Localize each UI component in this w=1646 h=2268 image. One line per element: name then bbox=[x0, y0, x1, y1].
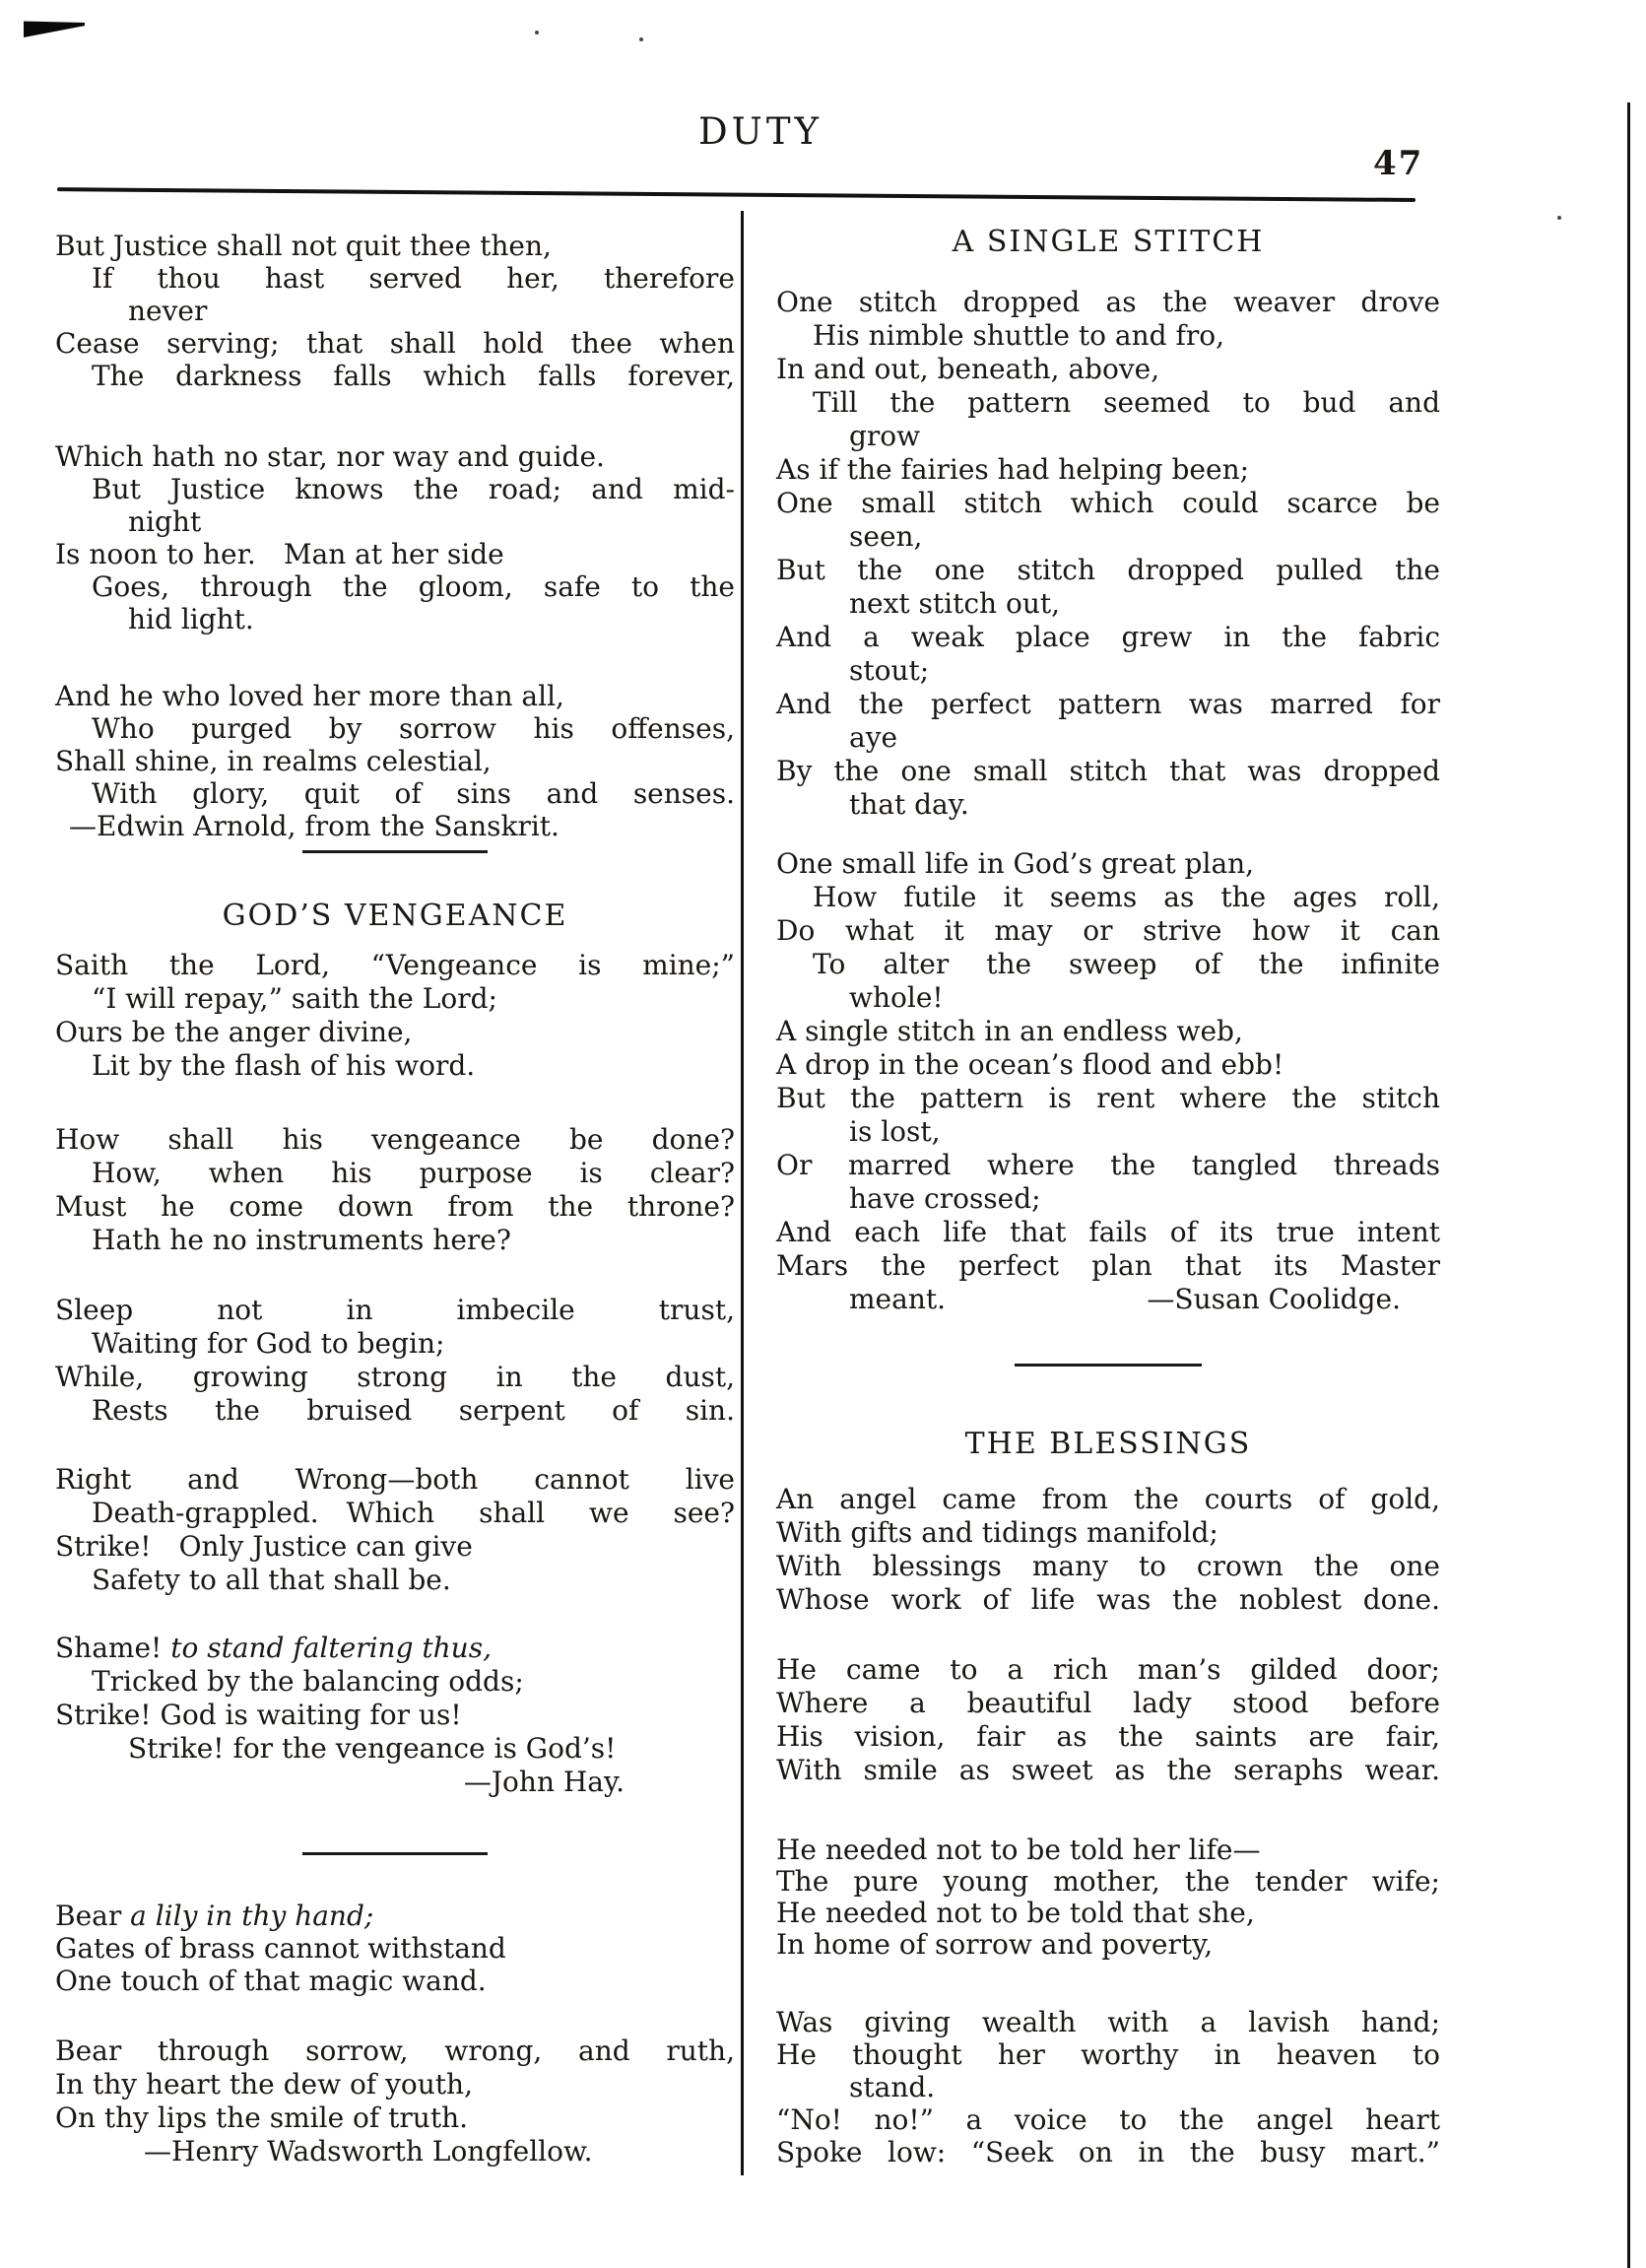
poem-line: Which hath no star, nor way and guide. bbox=[55, 440, 605, 473]
poem-line: In home of sorrow and poverty, bbox=[776, 1928, 1214, 1961]
poem-line: never bbox=[128, 295, 208, 327]
poem-line: have crossed; bbox=[849, 1182, 1041, 1215]
poem-line: seen, bbox=[849, 520, 923, 553]
poem-line: How, when his purpose is clear? bbox=[92, 1157, 735, 1189]
poem-line: Saith the Lord, “Vengeance is mine;” bbox=[55, 949, 735, 981]
stanza bbox=[55, 1123, 735, 1257]
stanza bbox=[55, 1900, 735, 1997]
poem-title: A SINGLE STITCH bbox=[952, 225, 1265, 259]
poem-line: The pure young mother, the tender wife; bbox=[776, 1865, 1440, 1898]
poem-line: How futile it seems as the ages roll, bbox=[813, 881, 1440, 913]
poem-line: Is noon to her. Man at her side bbox=[55, 538, 504, 570]
stanza bbox=[55, 1632, 735, 1799]
poem-line bbox=[776, 1283, 1401, 1316]
poem-line: Goes, through the gloom, safe to the bbox=[92, 570, 735, 603]
poem-line: With gifts and tidings manifold; bbox=[776, 1516, 1218, 1549]
poem-title: GOD’S VENGEANCE bbox=[222, 899, 568, 933]
poem-line: Who purged by sorrow his offenses, bbox=[92, 712, 735, 745]
left-column bbox=[55, 0, 735, 2268]
poem-line: Death-grappled. Which shall we see? bbox=[92, 1497, 735, 1529]
separator-rule bbox=[302, 850, 488, 853]
poem-line: And each life that fails of its true intent bbox=[776, 1216, 1440, 1248]
poem-line: But Justice shall not quit thee then, bbox=[55, 230, 552, 262]
poem-line: He thought her worthy in heaven to bbox=[776, 2038, 1440, 2071]
poem-line: One small life in God’s great plan, bbox=[776, 847, 1255, 880]
poem-line: Strike! Only Justice can give bbox=[55, 1530, 473, 1563]
scan-speck bbox=[1557, 216, 1561, 220]
poem-line: Mars the perfect plan that its Master bbox=[776, 1249, 1440, 1282]
poem-line: hid light. bbox=[128, 603, 254, 635]
poem-line: His vision, fair as the saints are fair, bbox=[776, 1720, 1440, 1753]
poem-line: stand. bbox=[849, 2071, 936, 2103]
poem-line: How shall his vengeance be done? bbox=[55, 1123, 735, 1156]
attribution-line: —Edwin Arnold, from the Sanskrit. bbox=[69, 810, 560, 842]
column-divider-rule bbox=[741, 211, 744, 2175]
poem-line bbox=[55, 1632, 735, 1665]
poem-line: But the one stitch dropped pulled the bbox=[776, 554, 1440, 586]
poem-title: THE BLESSINGS bbox=[964, 1427, 1252, 1461]
poem-line: Strike! for the vengeance is God’s! bbox=[128, 1732, 617, 1765]
separator-rule bbox=[302, 1852, 488, 1855]
poem-line: One stitch dropped as the weaver drove bbox=[776, 286, 1440, 318]
poem-line: Hath he no instruments here? bbox=[92, 1224, 511, 1256]
separator-rule bbox=[1015, 1364, 1202, 1367]
poem-line: “I will repay,” saith the Lord; bbox=[92, 982, 497, 1015]
poem-line: By the one small stitch that was dropped bbox=[776, 755, 1440, 787]
stanza bbox=[55, 2035, 735, 2168]
poem-line: Bear through sorrow, wrong, and ruth, bbox=[55, 2035, 735, 2067]
right-column bbox=[776, 0, 1440, 2268]
stanza bbox=[55, 1463, 735, 1597]
poem-line: that day. bbox=[849, 788, 969, 821]
poem-line: In thy heart the dew of youth, bbox=[55, 2068, 473, 2101]
poem-line: He needed not to be told that she, bbox=[776, 1897, 1255, 1929]
poem-line: In and out, beneath, above, bbox=[776, 353, 1160, 385]
poem-line: is lost, bbox=[849, 1115, 941, 1148]
stanza bbox=[776, 2006, 1440, 2168]
poem-line: Do what it may or strive how it can bbox=[776, 914, 1440, 947]
poem-line: Shall shine, in realms celestial, bbox=[55, 745, 492, 777]
poem-line: If thou hast served her, therefore bbox=[92, 262, 735, 295]
poem-line: Right and Wrong—both cannot live bbox=[55, 1463, 735, 1496]
poem-line: But the pattern is rent where the stitch bbox=[776, 1082, 1440, 1114]
poem-line: Strike! God is waiting for us! bbox=[55, 1699, 462, 1731]
poem-line: grow bbox=[849, 420, 921, 452]
poem-line: night bbox=[128, 505, 202, 538]
poem-line: Was giving wealth with a lavish hand; bbox=[776, 2006, 1440, 2038]
poem-line: Whose work of life was the noblest done. bbox=[776, 1583, 1440, 1616]
poem-line: Sleep not in imbecile trust, bbox=[55, 1294, 735, 1326]
attribution-line: —John Hay. bbox=[463, 1766, 625, 1798]
poem-line: His nimble shuttle to and fro, bbox=[813, 319, 1224, 352]
poem-line: While, growing strong in the dust, bbox=[55, 1361, 735, 1393]
poem-line: Safety to all that shall be. bbox=[92, 1564, 451, 1596]
poem-line: With glory, quit of sins and senses. bbox=[92, 777, 735, 810]
poem-line: He came to a rich man’s gilded door; bbox=[776, 1653, 1440, 1686]
poem-line-italic-text: a lily in thy hand; bbox=[130, 1900, 374, 1932]
poem-line: A drop in the ocean’s flood and ebb! bbox=[776, 1048, 1284, 1081]
page-title: DUTY bbox=[698, 110, 823, 153]
stanza bbox=[776, 1653, 1440, 1787]
poem-line: One touch of that magic wand. bbox=[55, 1965, 487, 1997]
poem-line: One small stitch which could scarce be bbox=[776, 487, 1440, 519]
poem-line: And the perfect pattern was marred for bbox=[776, 688, 1440, 720]
poem-line bbox=[55, 1900, 735, 1932]
stanza bbox=[55, 680, 735, 842]
poem-line: Ours be the anger divine, bbox=[55, 1016, 413, 1048]
poem-line: Or marred where the tangled threads bbox=[776, 1149, 1440, 1181]
poem-line: whole! bbox=[849, 981, 944, 1014]
poem-line: As if the fairies had helping been; bbox=[776, 453, 1250, 486]
poem-line: He needed not to be told her life— bbox=[776, 1834, 1261, 1866]
attribution-line: —Susan Coolidge. bbox=[1147, 1283, 1401, 1315]
poem-line: Cease serving; that shall hold thee when bbox=[55, 327, 735, 360]
poem-line: The darkness falls which falls forever, bbox=[92, 360, 735, 392]
poem-line: stout; bbox=[849, 654, 930, 687]
page-number: 47 bbox=[1373, 144, 1424, 183]
poem-line: “No! no!” a voice to the angel heart bbox=[776, 2103, 1440, 2136]
stanza bbox=[776, 1834, 1440, 1961]
poem-line: Spoke low: “Seek on in the busy mart.” bbox=[776, 2136, 1440, 2168]
stanza bbox=[55, 440, 735, 635]
poem-line: Gates of brass cannot withstand bbox=[55, 1932, 506, 1965]
stanza bbox=[776, 847, 1440, 1316]
poem-line: Waiting for God to begin; bbox=[92, 1327, 445, 1360]
poem-line: With blessings many to crown the one bbox=[776, 1550, 1440, 1582]
stanza bbox=[776, 286, 1440, 822]
poem-line: An angel came from the courts of gold, bbox=[776, 1483, 1440, 1515]
poem-line-text: meant. bbox=[849, 1283, 946, 1315]
poem-line-text: Bear bbox=[55, 1900, 131, 1932]
poem-line: Rests the bruised serpent of sin. bbox=[92, 1394, 735, 1427]
stanza bbox=[55, 949, 735, 1083]
poem-line: But Justice knows the road; and mid- bbox=[92, 473, 735, 505]
poem-line: And a weak place grew in the fabric bbox=[776, 621, 1440, 653]
stanza bbox=[55, 230, 735, 392]
poem-line: Must he come down from the throne? bbox=[55, 1190, 735, 1223]
poem-line-text: Shame! bbox=[55, 1632, 171, 1664]
poem-line: Lit by the flash of his word. bbox=[92, 1049, 476, 1082]
poem-line-italic-text: to stand faltering thus, bbox=[170, 1632, 492, 1664]
poem-line: Till the pattern seemed to bud and bbox=[813, 386, 1440, 419]
poem-line: A single stitch in an endless web, bbox=[776, 1015, 1243, 1047]
poem-line: Tricked by the balancing odds; bbox=[92, 1665, 524, 1698]
attribution-line: —Henry Wadsworth Longfellow. bbox=[144, 2135, 593, 2168]
poem-line: Where a beautiful lady stood before bbox=[776, 1687, 1440, 1719]
poem-line: aye bbox=[849, 721, 898, 754]
poem-line: To alter the sweep of the infinite bbox=[813, 948, 1440, 980]
poem-line: On thy lips the smile of truth. bbox=[55, 2101, 469, 2134]
stanza bbox=[55, 1294, 735, 1428]
poem-line: And he who loved her more than all, bbox=[55, 680, 564, 712]
poem-line: next stitch out, bbox=[849, 587, 1061, 620]
stanza bbox=[776, 1483, 1440, 1617]
poem-line: With smile as sweet as the seraphs wear. bbox=[776, 1754, 1440, 1786]
page-edge-scan-line bbox=[1627, 102, 1630, 2268]
